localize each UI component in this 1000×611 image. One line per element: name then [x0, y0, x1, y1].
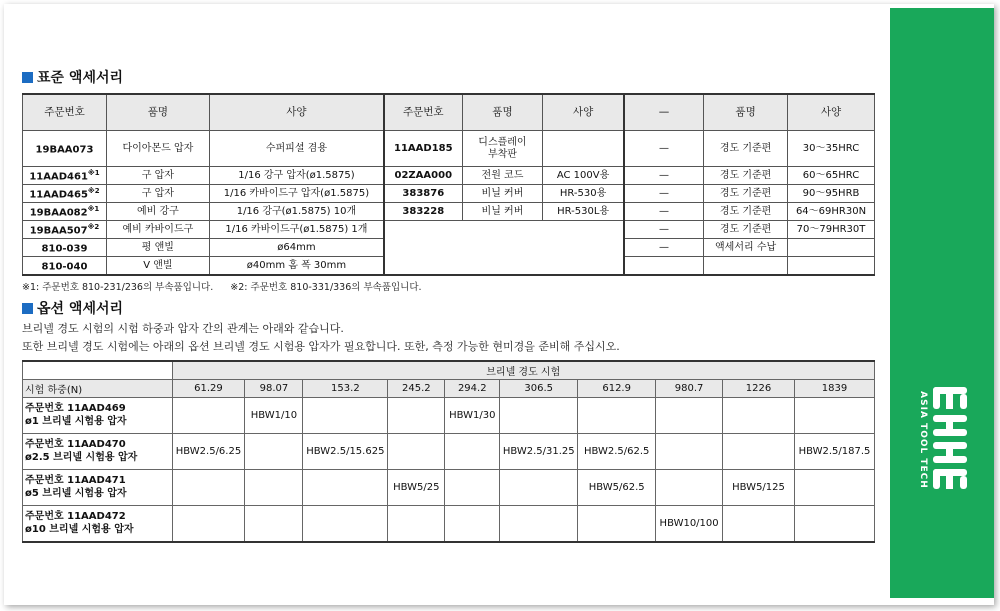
hbw-cell: HBW10/100: [656, 506, 723, 543]
hbw-cell: [656, 434, 723, 470]
order-code-cell: 19BAA073: [23, 131, 107, 167]
hbw-cell: [794, 398, 874, 434]
footnotes: [22, 279, 422, 293]
indenter-description: ø10 브리넬 시험용 압자: [25, 523, 134, 535]
order-code-cell: —: [624, 239, 704, 257]
table-row: [23, 131, 875, 167]
hbw-cell: HBW5/125: [723, 470, 795, 506]
col-header: 주문번호: [23, 94, 107, 131]
hbw-cell: HBW2.5/15.625: [303, 434, 388, 470]
group-header: 브리넬 경도 시험: [172, 361, 875, 380]
hbw-cell: HBW5/25: [388, 470, 445, 506]
spec-cell: 1/16 카바이드구 압자(ø1.5875): [209, 185, 384, 203]
description-line-2: 또한 브리넬 경도 시험에는 아래의 옵션 브리넬 경도 시험용 압자가 필요합니다. 또한, 측정 가능한 현미경을 준비해 주십시오.: [22, 340, 620, 353]
hbw-cell: [500, 398, 578, 434]
order-code-cell: 19BAA082$^{※1}$: [23, 203, 107, 221]
order-code-cell: 11AAD185: [384, 131, 462, 167]
section-title-text: 옵션 액세서리: [37, 301, 124, 317]
hbw-cell: HBW2.5/187.5: [794, 434, 874, 470]
hbw-cell: [723, 434, 795, 470]
table-row: [23, 506, 875, 543]
standard-accessories-table: [22, 93, 875, 276]
hbw-cell: HBW5/62.5: [578, 470, 656, 506]
brand-sidebar: [890, 8, 994, 598]
item-name-cell: 디스플레이 부착판: [462, 131, 543, 167]
hbw-cell: [445, 434, 500, 470]
col-header: 품명: [462, 94, 543, 131]
spec-cell: 64～69HR30N: [788, 203, 875, 221]
hbw-cell: [388, 434, 445, 470]
hbw-cell: [245, 470, 303, 506]
brand-text: ASIA TOOL TECH: [918, 391, 928, 489]
section-title-standard: [22, 67, 123, 87]
hbw-cell: [794, 470, 874, 506]
empty-cell: [384, 221, 624, 276]
order-code-cell: 383228: [384, 203, 462, 221]
spec-cell: HR-530L용: [543, 203, 624, 221]
spec-cell: 수퍼피셜 겸용: [209, 131, 384, 167]
indenter-order-code: 주문번호 11AAD472: [25, 511, 126, 522]
order-code-cell: —: [624, 131, 704, 167]
table-row: [23, 398, 875, 434]
spec-cell: [543, 131, 624, 167]
load-value: 306.5: [500, 380, 578, 398]
hbw-cell: [245, 434, 303, 470]
spec-cell: 1/16 카바이드구(ø1.5875) 1개: [209, 221, 384, 239]
footnote-2: ※2: 주문번호 810-331/336의 부속품입니다.: [230, 282, 422, 293]
empty-header-cell: [23, 361, 173, 380]
empty-cell: [788, 257, 875, 276]
order-code-cell: —: [624, 185, 704, 203]
section-title-optional: [22, 298, 123, 318]
col-header: 품명: [704, 94, 788, 131]
hbw-cell: [172, 470, 245, 506]
order-code-cell: 11AAD461$^{※1}$: [23, 167, 107, 185]
load-value: 61.29: [172, 380, 245, 398]
order-code-cell: 810-040: [23, 257, 107, 276]
item-name-cell: 경도 기준편: [704, 203, 788, 221]
item-name-cell: 경도 기준편: [704, 185, 788, 203]
indenter-order-code: 주문번호 11AAD469: [25, 403, 126, 414]
empty-cell: [704, 257, 788, 276]
table-row: [23, 434, 875, 470]
table-row: [23, 470, 875, 506]
hbw-cell: [445, 506, 500, 543]
empty-cell: [624, 257, 704, 276]
spec-cell: 90～95HRB: [788, 185, 875, 203]
order-code-cell: 02ZAA000: [384, 167, 462, 185]
table-row: [23, 203, 875, 221]
order-code-cell: 383876: [384, 185, 462, 203]
indenter-order-code: 주문번호 11AAD470: [25, 439, 126, 450]
item-name-cell: 예비 카바이드구: [106, 221, 209, 239]
spec-cell: 1/16 강구(ø1.5875) 10개: [209, 203, 384, 221]
spec-cell: 70～79HR30T: [788, 221, 875, 239]
bullet-square-icon: [22, 303, 33, 314]
indenter-order-code: 주문번호 11AAD471: [25, 475, 126, 486]
load-value: 245.2: [388, 380, 445, 398]
load-value: 980.7: [656, 380, 723, 398]
load-label: 시험 하중(N): [23, 380, 173, 398]
hbw-cell: [303, 470, 388, 506]
load-value: 1226: [723, 380, 795, 398]
indenter-label-cell: [23, 470, 173, 506]
col-header: —: [624, 94, 704, 131]
order-code-cell: 11AAD465$^{※2}$: [23, 185, 107, 203]
hbw-cell: [500, 470, 578, 506]
hbw-cell: HBW2.5/62.5: [578, 434, 656, 470]
item-name-cell: 구 압자: [106, 167, 209, 185]
spec-cell: AC 100V용: [543, 167, 624, 185]
order-code-cell: —: [624, 221, 704, 239]
hbw-cell: [388, 506, 445, 543]
indenter-label-cell: [23, 506, 173, 543]
item-name-cell: 경도 기준편: [704, 167, 788, 185]
hbw-cell: HBW1/30: [445, 398, 500, 434]
load-value: 294.2: [445, 380, 500, 398]
spec-cell: 60～65HRC: [788, 167, 875, 185]
spec-cell: ø40mm 홈 폭 30mm: [209, 257, 384, 276]
order-code-cell: 810-039: [23, 239, 107, 257]
table1-header-row: [23, 94, 875, 131]
indenter-description: ø1 브리넬 시험용 압자: [25, 415, 127, 427]
hbw-cell: [656, 470, 723, 506]
spec-cell: 1/16 강구 압자(ø1.5875): [209, 167, 384, 185]
hbw-cell: [578, 506, 656, 543]
hbw-cell: [303, 398, 388, 434]
item-name-cell: 구 압자: [106, 185, 209, 203]
spec-cell: ø64mm: [209, 239, 384, 257]
item-name-cell: 전원 코드: [462, 167, 543, 185]
hbw-cell: [500, 506, 578, 543]
indenter-label-cell: [23, 434, 173, 470]
item-name-cell: 예비 강구: [106, 203, 209, 221]
hbw-cell: HBW2.5/31.25: [500, 434, 578, 470]
indenter-label-cell: [23, 398, 173, 434]
item-name-cell: 비닐 커버: [462, 185, 543, 203]
hbw-cell: [656, 398, 723, 434]
hbw-cell: [445, 470, 500, 506]
table-row: [23, 221, 875, 239]
hbw-cell: [303, 506, 388, 543]
col-header: 사양: [209, 94, 384, 131]
table-row: [23, 185, 875, 203]
col-header: 품명: [106, 94, 209, 131]
item-name-cell: 경도 기준편: [704, 221, 788, 239]
col-header: 사양: [788, 94, 875, 131]
table-row: [23, 167, 875, 185]
item-name-cell: 액세서리 수납: [704, 239, 788, 257]
hbw-cell: HBW1/10: [245, 398, 303, 434]
hbw-cell: [172, 506, 245, 543]
hbw-cell: [794, 506, 874, 543]
spec-cell: [788, 239, 875, 257]
hbw-cell: [578, 398, 656, 434]
indenter-description: ø2.5 브리넬 시험용 압자: [25, 451, 138, 463]
bullet-square-icon: [22, 72, 33, 83]
table2-load-row: [23, 380, 875, 398]
hbw-cell: [723, 506, 795, 543]
hbw-cell: HBW2.5/6.25: [172, 434, 245, 470]
order-code-cell: —: [624, 167, 704, 185]
spec-cell: 30～35HRC: [788, 131, 875, 167]
order-code-cell: —: [624, 203, 704, 221]
hbw-cell: [388, 398, 445, 434]
indenter-description: ø5 브리넬 시험용 압자: [25, 487, 127, 499]
item-name-cell: 평 앤빌: [106, 239, 209, 257]
footnote-1: ※1: 주문번호 810-231/236의 부속품입니다.: [22, 282, 214, 293]
item-name-cell: 다이아몬드 압자: [106, 131, 209, 167]
table2-group-header-row: [23, 361, 875, 380]
description-line-1: 브리넬 경도 시험의 시험 하중과 압자 간의 관계는 아래와 같습니다.: [22, 322, 344, 335]
load-value: 612.9: [578, 380, 656, 398]
col-header: 사양: [543, 94, 624, 131]
brinell-indenter-table: [22, 360, 875, 543]
hbw-cell: [172, 398, 245, 434]
item-name-cell: 경도 기준편: [704, 131, 788, 167]
order-code-cell: 19BAA507$^{※2}$: [23, 221, 107, 239]
col-header: 주문번호: [384, 94, 462, 131]
load-value: 153.2: [303, 380, 388, 398]
item-name-cell: V 앤빌: [106, 257, 209, 276]
section-title-text: 표준 액세서리: [37, 70, 124, 86]
hbw-cell: [723, 398, 795, 434]
load-value: 1839: [794, 380, 874, 398]
load-value: 98.07: [245, 380, 303, 398]
spec-cell: HR-530용: [543, 185, 624, 203]
item-name-cell: 비닐 커버: [462, 203, 543, 221]
brand-logo-icon: [933, 385, 967, 491]
hbw-cell: [245, 506, 303, 543]
